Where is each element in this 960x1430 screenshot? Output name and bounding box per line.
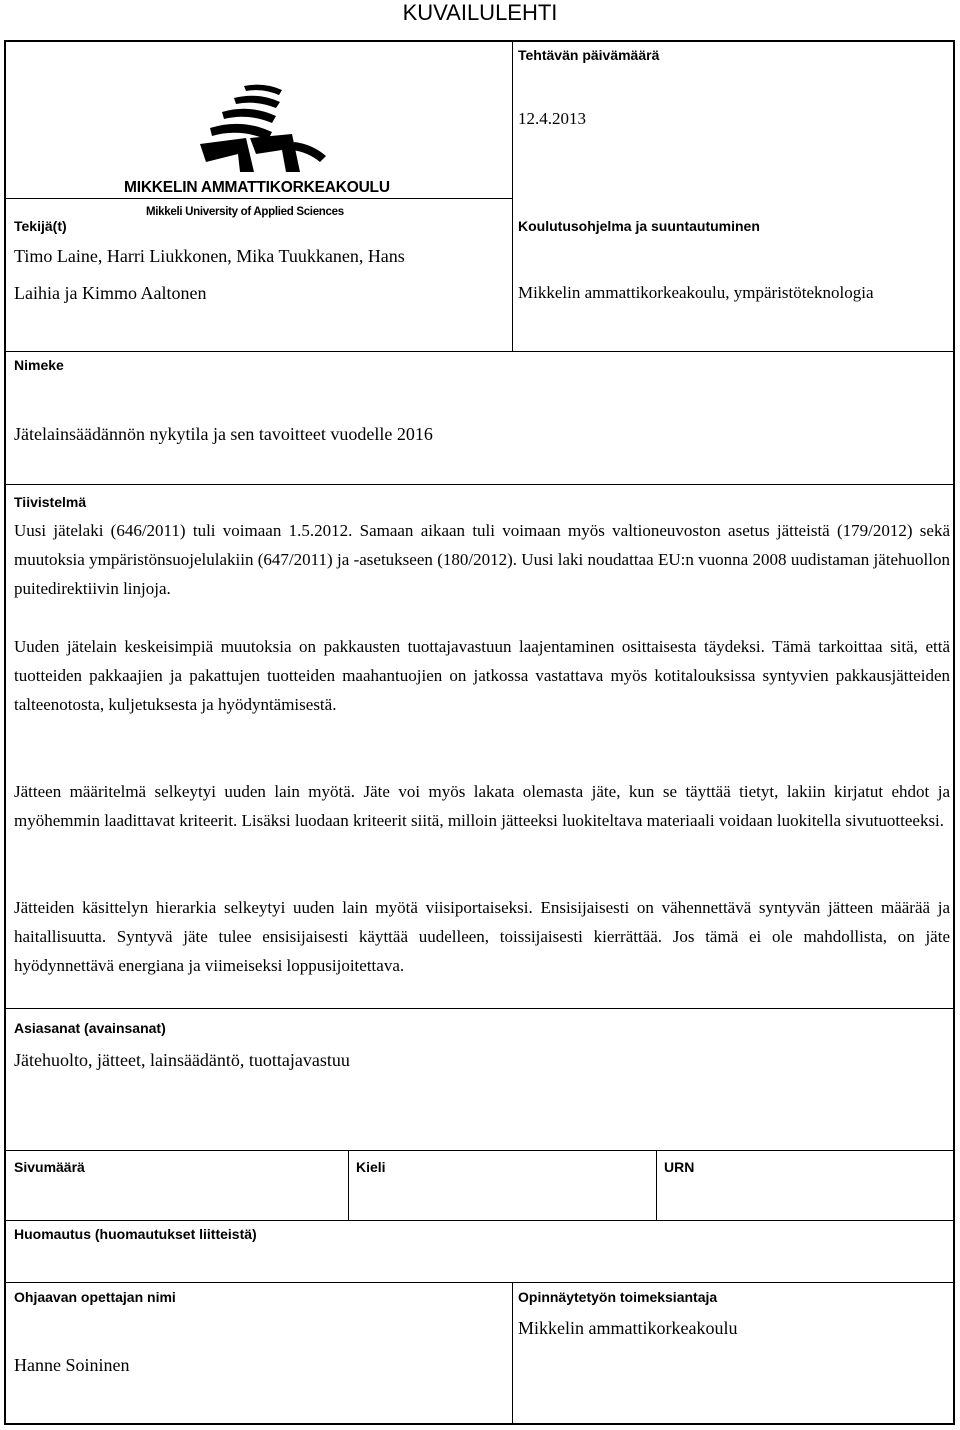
programme-value: Mikkelin ammattikorkeakoulu, ympäristöteknologia (518, 283, 874, 302)
authors-line-1: Timo Laine, Harri Liukkonen, Mika Tuukkanen, Hans (14, 246, 405, 266)
abstract-paragraph: Uusi jätelaki (646/2011) tuli voimaan 1.5.2012. Samaan aikaan tuli voimaan myös valtioneuvoston asetus jätteistä (179/2012) sekä muutoksia ympäristönsuojelulakiin (647/2011) ja -asetukseen (180/2012). Uusi laki noudattaa EU:n vuonna 2008 uudistaman jätehuollon puitedirektiivin linjoja. (14, 521, 950, 598)
university-logo (116, 82, 390, 227)
divider-keywords (6, 1150, 953, 1151)
keywords-label: Asiasanat (avainsanat) (14, 1020, 166, 1036)
authors-label: Tekijä(t) (14, 218, 67, 234)
authors-line-2: Laihia ja Kimmo Aaltonen (14, 283, 207, 303)
logo-name: MIKKELIN AMMATTIKORKEAKOULU (124, 179, 390, 196)
programme-label: Koulutusohjelma ja suuntautuminen (518, 218, 760, 234)
divider-abstract (6, 1008, 953, 1009)
keywords-value: Jätehuolto, jätteet, lainsäädäntö, tuottajavastuu (14, 1050, 350, 1070)
divider-pages (6, 1220, 953, 1221)
pages-label: Sivumäärä (14, 1159, 85, 1175)
divider-title (6, 484, 953, 485)
abstract-paragraph: Uuden jätelain keskeisimpiä muutoksia on pakkausten tuottajavastuun laajentaminen osittaisesta täydeksi. Tämä tarkoittaa sitä, että tuotteiden pakkaajien ja pakattujen tuotteiden maahantuojien on jatkossa vastattava myös kotitalouksissa syntyvien pakkausjätteiden talteenotosta, kuljetuksesta ja hyödyntämisestä. (14, 637, 950, 714)
abstract-label: Tiivistelmä (14, 494, 87, 510)
supervisor-value: Hanne Soininen (14, 1355, 130, 1375)
divider-notes (6, 1282, 953, 1283)
notes-label: Huomautus (huomautukset liitteistä) (14, 1226, 257, 1242)
supervisor-label: Ohjaavan opettajan nimi (14, 1289, 176, 1305)
abstract-paragraph: Jätteen määritelmä selkeytyi uuden lain myötä. Jäte voi myös lakata olemasta jäte, kun se täyttää tietyt, lakiin kirjatut ehdot ja myöhemmin laadittavat kriteerit. Lisäksi luodaan kriteerit siitä, milloin jätteeksi luokiteltava materiaali voidaan luokitella sivutuotteeksi. (14, 782, 950, 830)
column-divider-top (512, 42, 513, 351)
date-label: Tehtävän päivämäärä (518, 47, 660, 63)
commissioner-label: Opinnäytetyön toimeksiantaja (518, 1289, 718, 1305)
thesis-title: Jätelainsäädännön nykytila ja sen tavoitteet vuodelle 2016 (14, 424, 433, 444)
date-value: 12.4.2013 (518, 109, 586, 128)
divider-authors (6, 351, 953, 352)
logo-subtitle: Mikkeli University of Applied Sciences (146, 206, 344, 218)
urn-label: URN (664, 1159, 695, 1175)
column-divider-bottom (512, 1282, 513, 1423)
logo-emblem-icon (116, 82, 376, 182)
column-divider-pages (348, 1150, 349, 1220)
page-title: KUVAILULEHTI (402, 0, 558, 25)
commissioner-value: Mikkelin ammattikorkeakoulu (518, 1318, 738, 1338)
description-form (4, 40, 955, 1425)
column-divider-language (656, 1150, 657, 1220)
language-label: Kieli (356, 1159, 386, 1175)
abstract-paragraph: Jätteiden käsittelyn hierarkia selkeytyi uuden lain myötä viisiportaiseksi. Ensisijaisesti on vähennettävä syntyvän jätteen määrää ja haitallisuutta. Syntyvä jäte tulee ensisijaisesti käyttää uudelleen, toissijaisesti kierrättää. Jos tämä ei ole mahdollista, on jäte hyödynnettävä energiana ja viimeiseksi loppusijoitettava. (14, 898, 950, 975)
title-label: Nimeke (14, 357, 64, 373)
